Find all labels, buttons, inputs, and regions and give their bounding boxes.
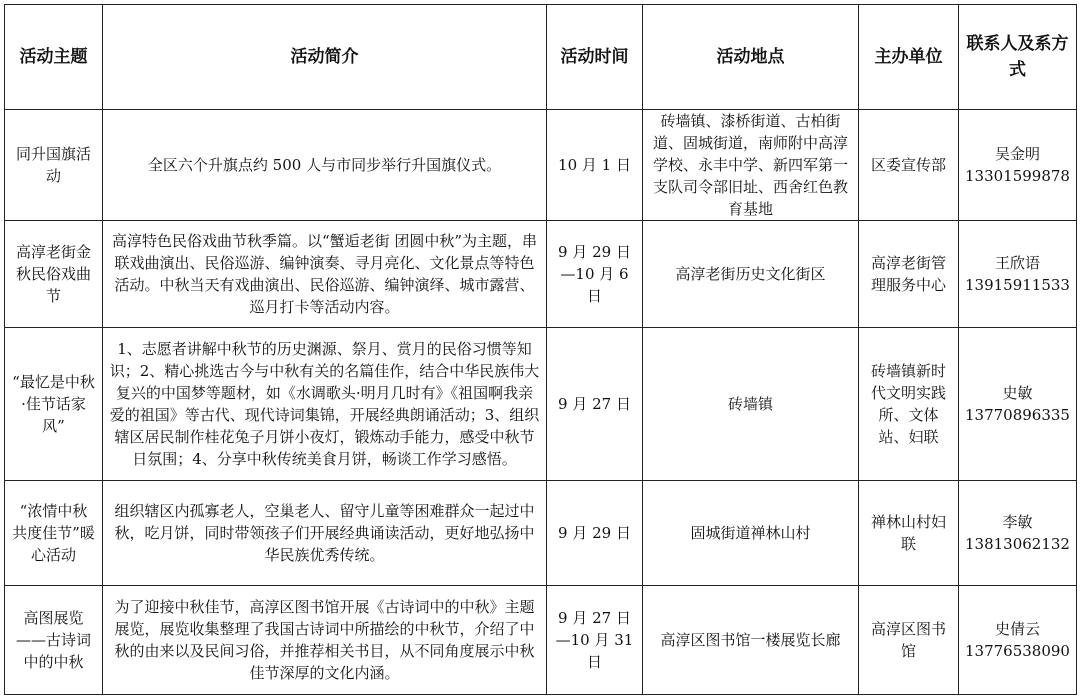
cell-time: 9 月 29 日 (547, 481, 643, 586)
cell-contact (959, 586, 1077, 695)
cell-org: 高淳区图书馆 (859, 586, 959, 695)
table-row (5, 586, 1077, 695)
table-row (5, 481, 1077, 586)
cell-org: 区委宣传部 (859, 110, 959, 221)
header-org: 主办单位 (859, 5, 959, 110)
cell-place: 固城街道禅林山村 (643, 481, 859, 586)
cell-place: 砖墙镇、漆桥街道、古柏街道、固城街道，南师附中高淳学校、永丰中学、新四军第一支队司令部旧址、西舍红色教育基地 (643, 110, 859, 221)
contact-name: 史敏 (1002, 384, 1033, 402)
cell-contact (959, 110, 1077, 221)
contact-name: 王欣语 (994, 254, 1040, 272)
table-row (5, 110, 1077, 221)
contact-phone: 13301599878 (965, 167, 1070, 185)
cell-time: 9 月 27 日 (547, 328, 643, 481)
cell-contact (959, 221, 1077, 328)
cell-theme: 同升国旗活动 (5, 110, 103, 221)
contact-phone: 13915911533 (965, 276, 1070, 294)
cell-theme: “浓情中秋 共度佳节”暖心活动 (5, 481, 103, 586)
cell-intro: 组织辖区内孤寡老人，空巢老人、留守儿童等困难群众一起过中秋，吃月饼，同时带领孩子们开展经典诵读活动，更好地弘扬中华民族优秀传统。 (103, 481, 547, 586)
header-time: 活动时间 (547, 5, 643, 110)
contact-phone: 13770896335 (965, 406, 1070, 424)
cell-org: 砖墙镇新时代文明实践所、文体站、妇联 (859, 328, 959, 481)
header-theme: 活动主题 (5, 5, 103, 110)
table-header-row (5, 5, 1077, 110)
cell-intro: 全区六个升旗点约 500 人与市同步举行升国旗仪式。 (103, 110, 547, 221)
cell-theme: 高图展览——古诗词中的中秋 (5, 586, 103, 695)
cell-org: 高淳老街管理服务中心 (859, 221, 959, 328)
cell-place: 高淳老街历史文化街区 (643, 221, 859, 328)
activity-schedule-table (4, 4, 1077, 695)
contact-name: 吴金明 (994, 145, 1040, 163)
cell-org: 禅林山村妇联 (859, 481, 959, 586)
header-contact: 联系人及系方式 (959, 5, 1077, 110)
cell-contact (959, 328, 1077, 481)
contact-phone: 13813062132 (965, 535, 1070, 553)
cell-place: 砖墙镇 (643, 328, 859, 481)
cell-intro: 1、志愿者讲解中秋节的历史渊源、祭月、赏月的民俗习惯等知识；2、精心挑选古今与中秋有关的名篇佳作，结合中华民族伟大复兴的中国梦等题材，如《水调歌头·明月几时有》《祖国啊我亲爱的祖国》等古代、现代诗词集锦，开展经典朗诵活动；3、组织辖区居民制作桂花兔子月饼小夜灯，锻炼动手能力，感受中秋节日氛围；4、分享中秋传统美食月饼，畅谈工作学习感悟。 (103, 328, 547, 481)
cell-time: 10 月 1 日 (547, 110, 643, 221)
cell-theme: 高淳老街金秋民俗戏曲节 (5, 221, 103, 328)
cell-time: 9 月 27 日—10 月 31 日 (547, 586, 643, 695)
table-row (5, 221, 1077, 328)
contact-phone: 13776538090 (965, 642, 1070, 660)
cell-time: 9 月 29 日—10 月 6 日 (547, 221, 643, 328)
cell-theme: “最忆是中秋·佳节话家风” (5, 328, 103, 481)
contact-name: 史倩云 (994, 620, 1040, 638)
cell-place: 高淳区图书馆一楼展览长廊 (643, 586, 859, 695)
header-place: 活动地点 (643, 5, 859, 110)
contact-name: 李敏 (1002, 513, 1033, 531)
table-row (5, 328, 1077, 481)
header-intro: 活动简介 (103, 5, 547, 110)
cell-contact (959, 481, 1077, 586)
cell-intro: 为了迎接中秋佳节，高淳区图书馆开展《古诗词中的中秋》主题展览，展览收集整理了我国古诗词中所描绘的中秋节，介绍了中秋的由来以及民间习俗，并推荐相关书目，从不同角度展示中秋佳节深厚的文化内涵。 (103, 586, 547, 695)
cell-intro: 高淳特色民俗戏曲节秋季篇。以“蟹逅老街 团圆中秋”为主题，串联戏曲演出、民俗巡游、编钟演奏、寻月亮化、文化景点等特色活动。中秋当天有戏曲演出、民俗巡游、编钟演绎、城市露营、巡月打卡等活动内容。 (103, 221, 547, 328)
